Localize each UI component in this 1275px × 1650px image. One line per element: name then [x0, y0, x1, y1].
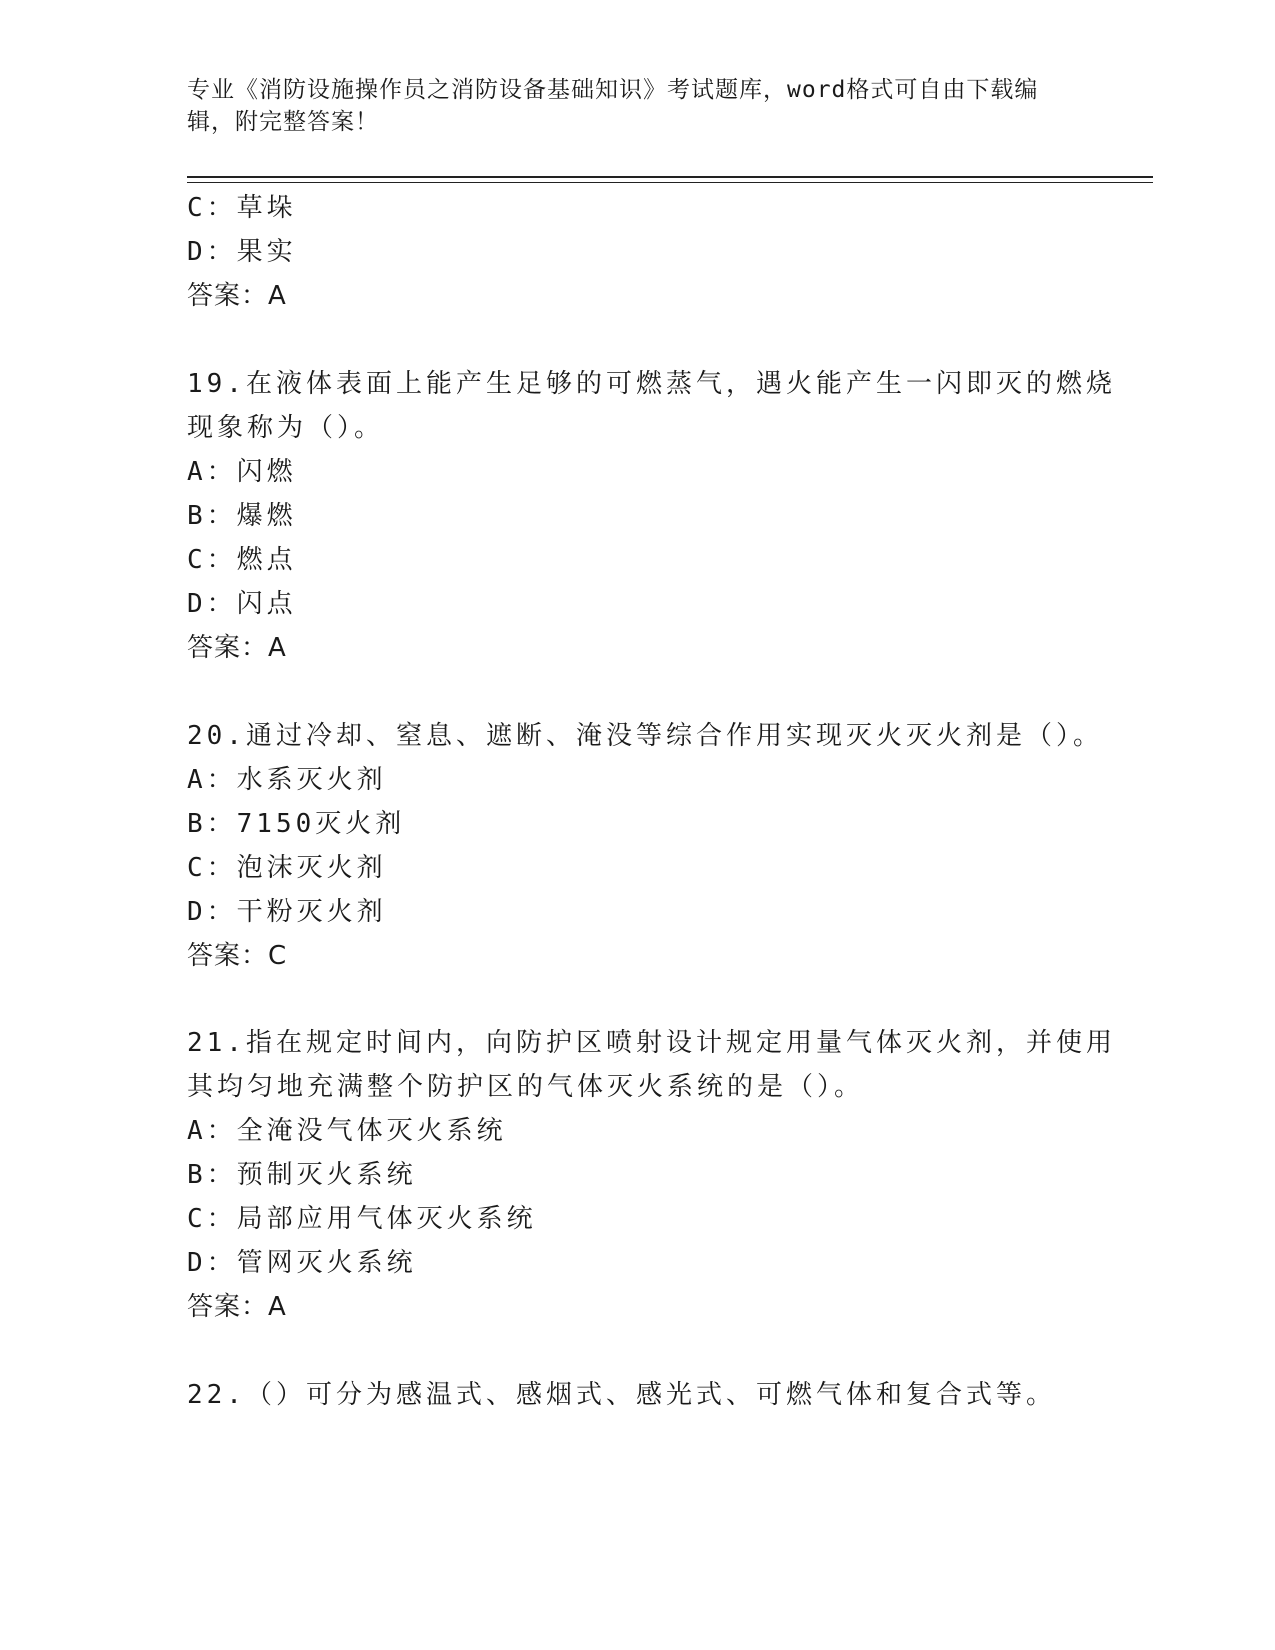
answer-line: 答案：A [187, 633, 287, 663]
option-c: C：泡沫灭火剂 [187, 853, 387, 883]
option-c: C：燃点 [187, 545, 297, 575]
option-d: D：干粉灭火剂 [187, 897, 387, 927]
option-a: A：闪燃 [187, 457, 297, 487]
header-divider-thin [187, 182, 1153, 183]
question-stem: 现象称为（）。 [187, 413, 385, 443]
option-a: A：全淹没气体灭火系统 [187, 1116, 507, 1146]
header-divider [187, 176, 1153, 178]
option-d: D：管网灭火系统 [187, 1248, 417, 1278]
option-d: D：果实 [187, 237, 297, 267]
document-header: 专业《消防设施操作员之消防设备基础知识》考试题库，word格式可自由下载编辑，附完整答案！ [187, 77, 1039, 135]
question-stem: 20.通过冷却、窒息、遮断、淹没等综合作用实现灭火灭火剂是（）。 [187, 721, 1103, 751]
option-b: B：7150灭火剂 [187, 809, 406, 839]
answer-line: 答案：C [187, 941, 288, 971]
question-stem: 22.（）可分为感温式、感烟式、感光式、可燃气体和复合式等。 [187, 1380, 1056, 1410]
answer-line: 答案：A [187, 281, 287, 311]
question-stem: 其均匀地充满整个防护区的气体灭火系统的是（）。 [187, 1072, 865, 1102]
option-d: D：闪点 [187, 589, 297, 619]
answer-line: 答案：A [187, 1292, 287, 1322]
option-c: C：草垛 [187, 193, 297, 223]
option-a: A：水系灭火剂 [187, 765, 387, 795]
option-b: B：预制灭火系统 [187, 1160, 417, 1190]
option-c: C：局部应用气体灭火系统 [187, 1204, 537, 1234]
option-b: B：爆燃 [187, 501, 297, 531]
question-stem: 19.在液体表面上能产生足够的可燃蒸气，遇火能产生一闪即灭的燃烧 [187, 369, 1116, 399]
question-stem: 21.指在规定时间内，向防护区喷射设计规定用量气体灭火剂，并使用 [187, 1028, 1116, 1058]
